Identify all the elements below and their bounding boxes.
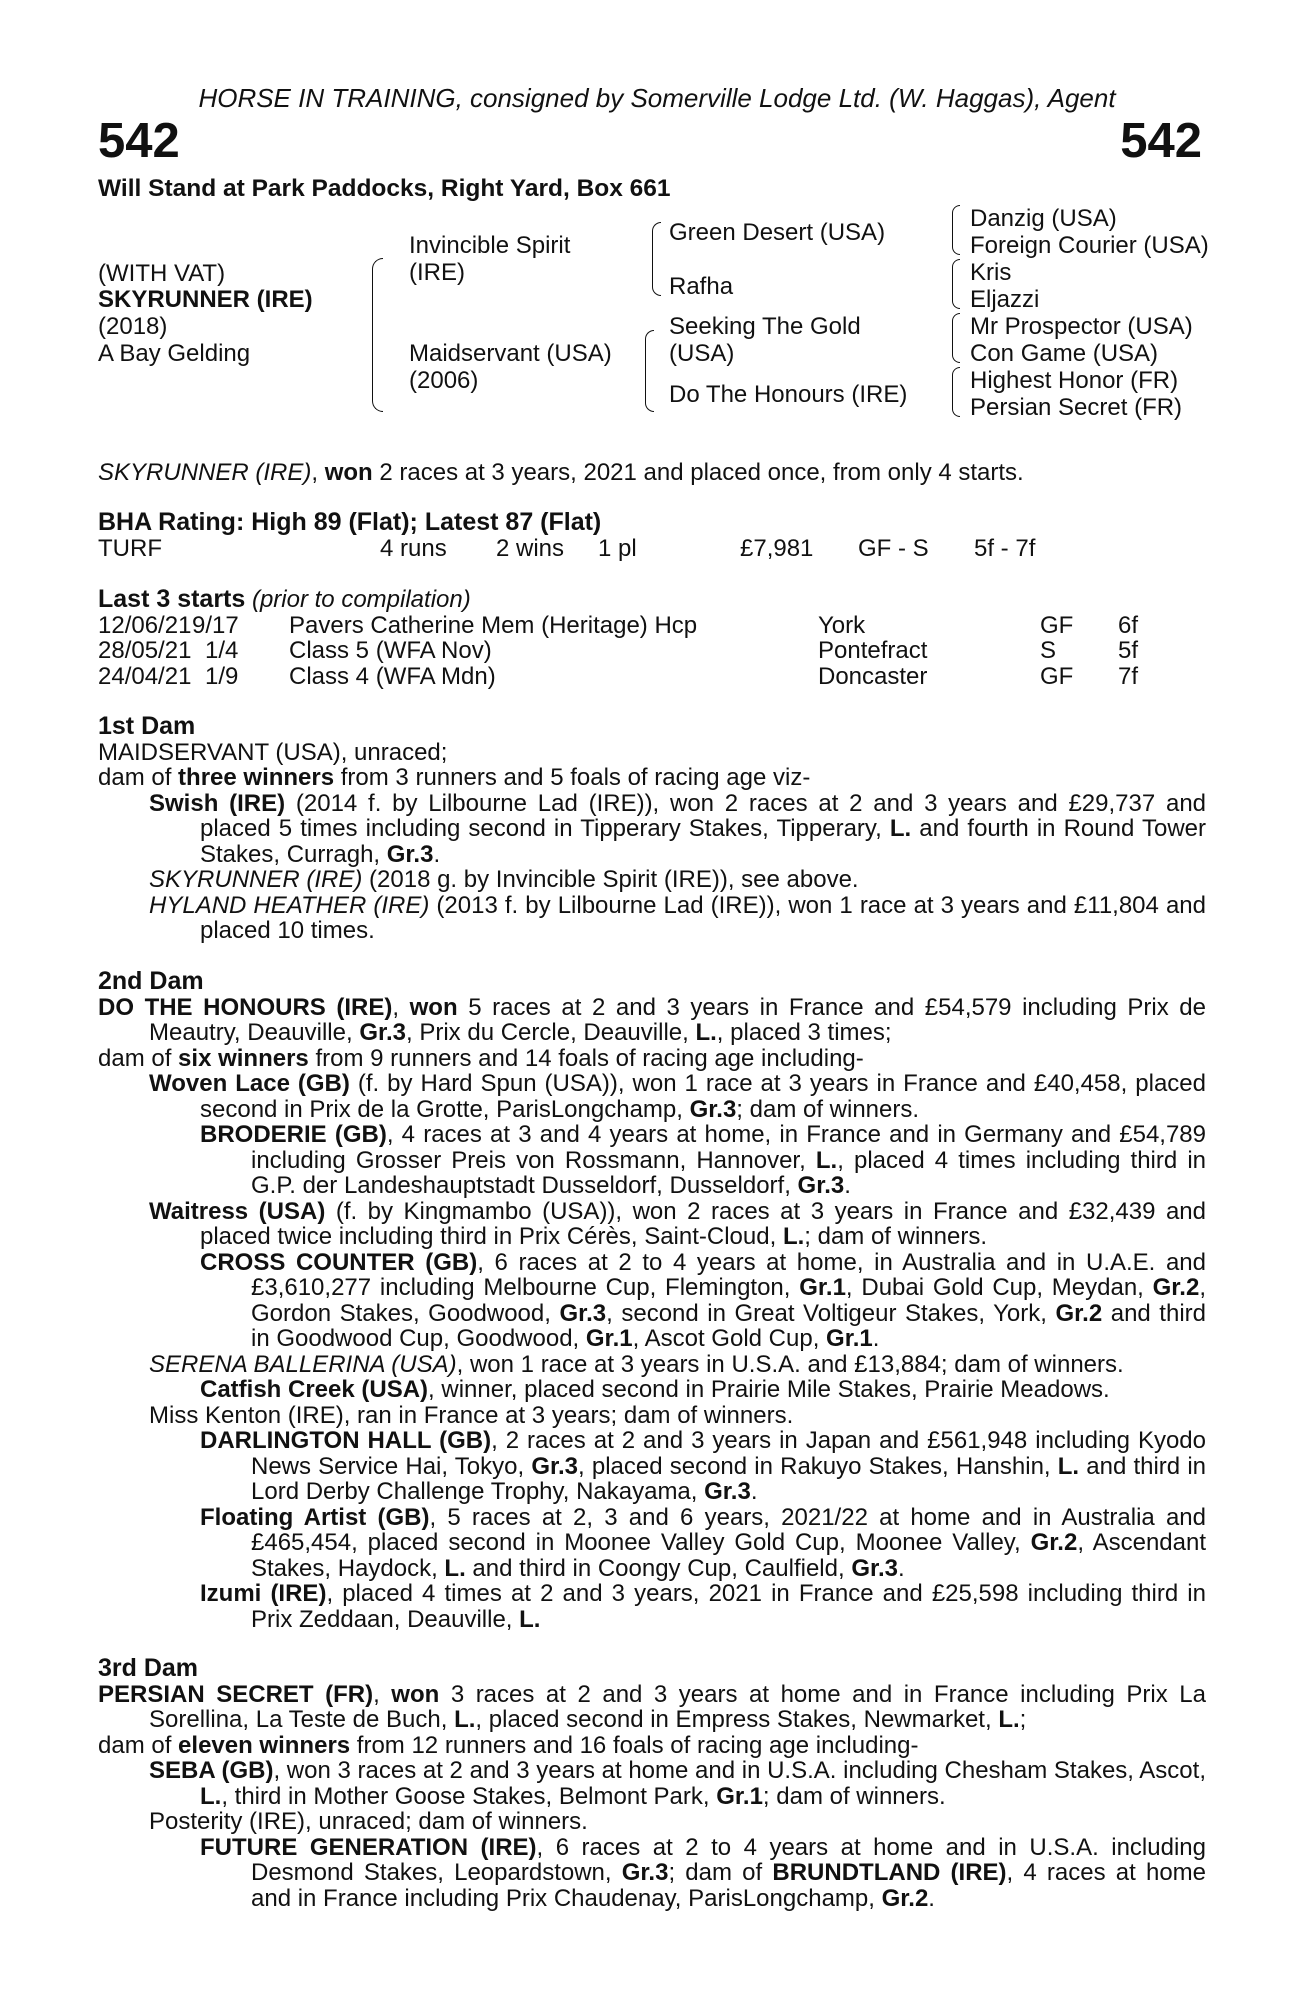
start-row <box>98 664 1206 690</box>
rating-placed: 1 pl <box>598 534 637 562</box>
second-dam-title: 2nd Dam <box>98 967 204 995</box>
summary-won: won <box>324 459 373 486</box>
sire-dam: Rafha <box>669 273 734 300</box>
start-date: 24/04/21 <box>98 662 192 690</box>
first-dam-title: 1st Dam <box>98 712 196 740</box>
ancestor-2: Foreign Courier (USA) <box>970 232 1209 259</box>
start-course: Doncaster <box>818 662 928 690</box>
offspring-woven-lace: Woven Lace (GB) (f. by Hard Spun (USA)), won 1 race at 3 years in France and £40,458, placed second in Prix de la Grotte, ParisLongchamp, Gr.3; dam of winners. <box>149 1070 1206 1123</box>
g-brace-1 <box>952 205 960 255</box>
offspring-cross-counter: CROSS COUNTER (GB), 6 races at 2 to 4 years at home, in Australia and in U.A.E. and £3,610,277 including Melbourne Cup, Flemington, Gr.1, Dubai Gold Cup, Meydan, Gr.2, Gordon Stakes, Goodwood, Gr.3, second in Great Voltigeur Stakes, York, Gr.2 and third in Goodwood Cup, Goodwood, Gr.1, Ascot Gold Cup, Gr.1. <box>200 1248 1206 1352</box>
g-brace-4 <box>952 367 960 417</box>
consignment-line: HORSE IN TRAINING, consigned by Somerville Lodge Ltd. (W. Haggas), Agent <box>198 83 1116 113</box>
lot-number-left: 542 <box>98 114 180 168</box>
offspring-darlington-hall: DARLINGTON HALL (GB), 2 races at 2 and 3 years in Japan and £561,948 including Kyodo News Service Hai, Tokyo, Gr.3, placed second in Rakuyo Stakes, Hanshin, L. and third in Lord Derby Challenge Trophy, Nakayama, Gr.3. <box>200 1427 1207 1505</box>
offspring-seba: SEBA (GB), won 3 races at 2 and 3 years at home and in U.S.A. including Chesham Stakes, Ascot, L., third in Mother Goose Stakes, Belmont Park, Gr.1; dam of winners. <box>149 1757 1206 1810</box>
rating-going: GF - S <box>858 534 929 562</box>
dam-brace <box>645 330 654 412</box>
start-row <box>98 638 1206 664</box>
summary-horse-name: SKYRUNNER (IRE) <box>98 459 312 486</box>
start-date: 12/06/21 <box>98 611 192 639</box>
offspring-broderie: BRODERIE (GB), 4 races at 3 and 4 years at home, in France and in Germany and £54,789 including Grosser Preis von Rossmann, Hannover, L., placed 4 times including third in G.P. der Landeshauptstadt Dusseldorf, Dusseldorf, Gr.3. <box>200 1121 1207 1199</box>
start-course: Pontefract <box>818 637 928 664</box>
rating-earnings: £7,981 <box>740 534 814 562</box>
start-position: 9/17 <box>192 611 239 639</box>
sire-line2: (IRE) <box>409 259 465 286</box>
start-distance: 7f <box>1118 662 1139 690</box>
third-dam-produce-line: dam of eleven winners from 12 runners and 16 foals of racing age including- <box>98 1731 919 1759</box>
horse-vat: (WITH VAT) <box>98 260 226 287</box>
offspring-posterity: Posterity (IRE), unraced; dam of winners. <box>149 1808 588 1835</box>
sire-dam-brace <box>372 258 383 412</box>
first-dam-name: MAIDSERVANT (USA), unraced; <box>98 738 448 766</box>
offspring-skyrunner: SKYRUNNER (IRE) (2018 g. by Invincible Spirit (IRE)), see above. <box>149 866 859 893</box>
g-brace-3 <box>952 313 960 363</box>
rating-title: BHA Rating: High 89 (Flat); Latest 87 (Flat) <box>98 508 602 536</box>
lot-number-right: 542 <box>1120 114 1202 168</box>
start-date: 28/05/21 <box>98 637 192 664</box>
start-going: S <box>1040 637 1057 664</box>
ancestor-8: Persian Secret (FR) <box>970 394 1183 421</box>
start-going: GF <box>1040 611 1074 639</box>
horse-year: (2018) <box>98 313 168 340</box>
dam-dam: Do The Honours (IRE) <box>669 381 908 408</box>
ancestor-3: Kris <box>970 259 1012 286</box>
rating-row <box>98 536 1206 562</box>
last-starts-title: Last 3 starts <box>98 585 246 613</box>
third-dam-record: PERSIAN SECRET (FR), won 3 races at 2 and 3 years at home and in France including Prix La Sorellina, La Teste de Buch, L., placed second in Empress Stakes, Newmarket, L.; <box>98 1680 1206 1733</box>
offspring-serena-ballerina: SERENA BALLERINA (USA), won 1 race at 3 years in U.S.A. and £13,884; dam of winners. <box>149 1350 1124 1378</box>
first-dam-produce-line: dam of three winners from 3 runners and 5 foals of racing age viz- <box>98 764 811 791</box>
offspring-floating-artist: Floating Artist (GB), 5 races at 2, 3 and 6 years, 2021/22 at home and in Australia and £465,454, placed second in Moonee Valley Gold Cup, Moonee Valley, Gr.2, Ascendant Stakes, Haydock, L. and third in Coongy Cup, Caulfield, Gr.3. <box>200 1503 1207 1582</box>
ancestor-6: Con Game (USA) <box>970 340 1159 367</box>
start-row <box>98 613 1206 639</box>
third-dam-section <box>98 1656 1206 1911</box>
rating-distance: 5f - 7f <box>974 534 1036 562</box>
last-starts-section <box>98 587 1206 689</box>
rating-wins: 2 wins <box>496 534 565 562</box>
start-distance: 6f <box>1118 611 1139 639</box>
first-dam-section <box>98 714 1206 944</box>
ancestor-1: Danzig (USA) <box>970 205 1117 232</box>
start-distance: 5f <box>1118 637 1139 664</box>
ancestor-4: Eljazzi <box>970 286 1040 313</box>
summary-text: 2 races at 3 years, 2021 and placed once, from only 4 starts. <box>372 459 1024 486</box>
stand-location: Will Stand at Park Paddocks, Right Yard, Box 661 <box>98 175 671 202</box>
horse-description: A Bay Gelding <box>98 340 251 367</box>
offspring-izumi: Izumi (IRE), placed 4 times at 2 and 3 years, 2021 in France and £25,598 including third in Prix Zeddaan, Deauville, L. <box>200 1580 1206 1633</box>
offspring-waitress: Waitress (USA) (f. by Kingmambo (USA)), won 2 races at 3 years in France and £32,439 and placed twice including third in Prix Cérès, Saint-Cloud, L.; dam of winners. <box>149 1197 1207 1250</box>
start-position: 1/9 <box>205 662 239 690</box>
sire-brace <box>652 222 661 296</box>
third-dam-title: 3rd Dam <box>98 1654 199 1682</box>
offspring-catfish-creek: Catfish Creek (USA), winner, placed second in Prairie Mile Stakes, Prairie Meadows. <box>200 1376 1110 1403</box>
start-position: 1/4 <box>205 637 239 664</box>
rating-surface: TURF <box>98 534 162 562</box>
second-dam-record: DO THE HONOURS (IRE), won 5 races at 2 and 3 years in France and £54,579 including Prix de Meautry, Deauville, Gr.3, Prix du Cercle, Deauville, L., placed 3 times; <box>98 993 1207 1046</box>
dam-line1: Maidservant (USA) <box>409 340 612 367</box>
ancestor-7: Highest Honor (FR) <box>970 367 1179 394</box>
dam-sire-line1: Seeking The Gold <box>669 313 861 340</box>
last-starts-note: (prior to compilation) <box>251 586 471 613</box>
sire-sire: Green Desert (USA) <box>669 219 886 246</box>
offspring-swish: Swish (IRE) (2014 f. by Lilbourne Lad (IRE)), won 2 races at 2 and 3 years and £29,737 and placed 5 times including second in Tipperary Stakes, Tipperary, L. and fourth in Round Tower Stakes, Curragh, Gr.3. <box>149 789 1207 868</box>
offspring-future-generation: FUTURE GENERATION (IRE), 6 races at 2 to 4 years at home and in U.S.A. including Desmond Stakes, Leopardstown, Gr.3; dam of BRUNDTLAND (IRE), 4 races at home and in France including Prix Chaudenay, ParisLongchamp, Gr.2. <box>200 1833 1207 1912</box>
rating-section <box>98 510 1206 561</box>
start-race: Pavers Catherine Mem (Heritage) Hcp <box>289 611 698 639</box>
offspring-miss-kenton: Miss Kenton (IRE), ran in France at 3 years; dam of winners. <box>149 1401 794 1429</box>
second-dam-produce-line: dam of six winners from 9 runners and 14 foals of racing age including- <box>98 1044 864 1072</box>
rating-runs: 4 runs <box>380 534 447 562</box>
start-race: Class 5 (WFA Nov) <box>289 637 492 664</box>
race-summary: SKYRUNNER (IRE), won 2 races at 3 years, 2021 and placed once, from only 4 starts. <box>98 459 1024 486</box>
sire-line1: Invincible Spirit <box>409 232 571 259</box>
dam-line2: (2006) <box>409 367 479 394</box>
ancestor-5: Mr Prospector (USA) <box>970 313 1193 340</box>
dam-sire-line2: (USA) <box>669 340 735 367</box>
second-dam-section <box>98 969 1206 1632</box>
g-brace-2 <box>952 259 960 309</box>
offspring-hyland-heather: HYLAND HEATHER (IRE) (2013 f. by Lilbourne Lad (IRE)), won 1 race at 3 years and £11,804 and placed 10 times. <box>149 891 1206 944</box>
start-going: GF <box>1040 662 1074 690</box>
start-course: York <box>818 611 866 639</box>
start-race: Class 4 (WFA Mdn) <box>289 662 496 690</box>
horse-name: SKYRUNNER (IRE) <box>98 286 313 313</box>
